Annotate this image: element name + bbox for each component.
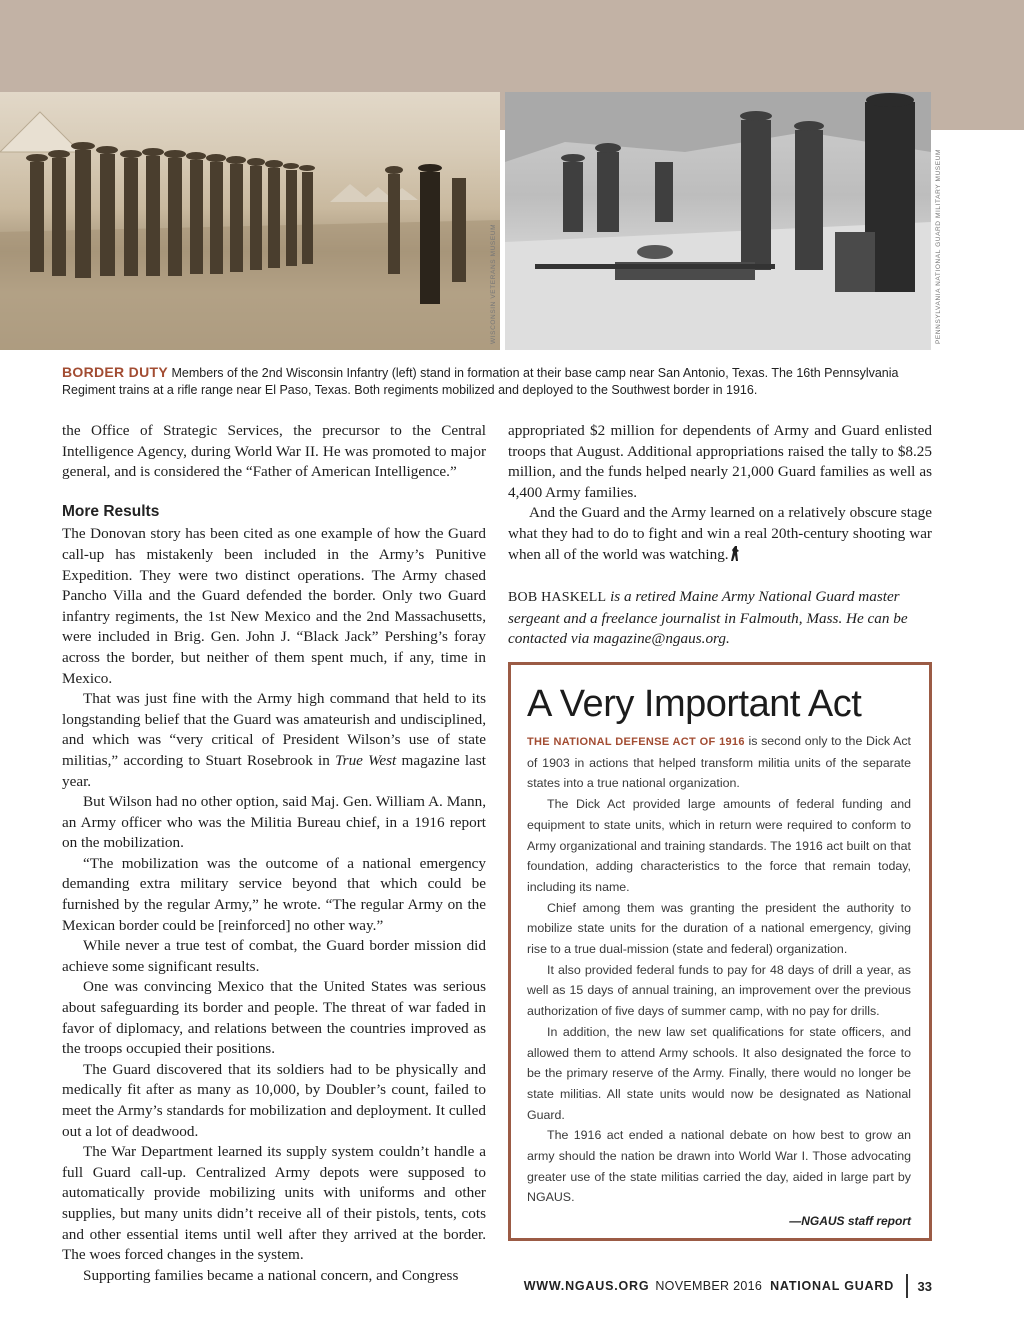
photo-pennsylvania-regiment [505, 92, 942, 350]
article-paragraph: Supporting families became a national concern, and Congress [83, 1266, 459, 1284]
sidebar-paragraph: It also provided federal funds to pay for 48 days of drill a year, as well as 15 days of annual training, an improvement over the previous authorization of five days of summer camp, with no pay for drills. [527, 962, 911, 1019]
sidebar-paragraph: The 1916 act ended a national debate on how best to grow an army should the nation be drawn into World War I. Those advocating greater use of the state militias carried the day, aided in large part by NGAUS. [527, 1128, 911, 1205]
caption-text: Members of the 2nd Wisconsin Infantry (left) stand in formation at their base camp near San Antonio, Texas. The 16th Pennsylvania Regiment trains at a rifle range near El Paso, Texas. Both regiments mobilized and deployed to the Southwest border in 1916. [62, 366, 899, 397]
sidebar-signature: —NGAUS staff report [789, 1214, 911, 1229]
page-number: 33 [917, 1278, 932, 1294]
page-footer [524, 1274, 932, 1298]
sidebar-paragraph: THE NATIONAL DEFENSE ACT OF 1916 is second only to the Dick Act of 1903 in actions that helped transform militia units of the separate states into a true national organization. [527, 734, 911, 791]
photo-credit-left: WISCONSIN VETERANS MUSEUM [490, 223, 497, 344]
article-paragraph: “The mobilization was the outcome of a national emergency demanding extra military service beyond that which could be furnished by the regular Army,” he wrote. “The regular Army on the Mexican border could be [reinforced] no other way.” [62, 854, 486, 934]
author-name: BOB HASKELL [508, 590, 607, 606]
article-paragraph: While never a true test of combat, the Guard border mission did achieve some significant results. [62, 937, 486, 975]
article-paragraph: The War Department learned its supply system couldn’t handle a full Guard call-up. Centralized Army depots were supposed to automatically provide mobilizing units with uniforms and other supplies, but many units didn’t receive all of their pistols, tents, cots and other essential items until well after they arrived at the border. The woes forced changes in the system. [62, 1143, 486, 1264]
sidebar-paragraph: The Dick Act provided large amounts of federal funding and equipment to state units, which in return were required to conform to Army organizational and training standards. The 1916 act built on that foundation, adding characteristics to the force that remain today, including its name. [527, 797, 911, 894]
article-paragraph: appropriated $2 million for dependents of Army and Guard enlisted troops that August. Additional appropriations raised the tally to $8.25 million, and the funds helped nearly 21,000 Guard families as well as 4,400 Army families. [508, 422, 932, 501]
article-paragraph: One was convincing Mexico that the United States was serious about safeguarding its border and people. The threat of war faded in favor of diplomacy, and relations between the countries improved as the troops occupied their positions. [62, 978, 486, 1058]
author-bio-text: is a retired Maine Army National Guard master sergeant and a freelance journalist in Falmouth, Mass. He can be contacted via magazine@ngaus.org. [508, 588, 908, 648]
caption-kicker: BORDER DUTY [62, 364, 168, 380]
article-paragraph: The Donovan story has been cited as one example of how the Guard call-up has mistakenly been included in the Army’s Punitive Expedition. They were two distinct operations. The Army chased Pancho Villa and the Guard defended the border. Only two Guard infantry regiments, the 1st New Mexico and the 2nd Massachusetts, were included in Brig. Gen. John J. “Black Jack” Pershing’s foray across the border, but neither of them spent much, if any, time in Mexico. [62, 525, 486, 687]
sidebar-title: A Very Important Act [527, 683, 862, 725]
article-paragraph: the Office of Strategic Services, the precursor to the Central Intelligence Agency, during World War II. He was promoted to major general, and is considered the “Father of American Intelligence.” [62, 422, 486, 481]
photo-wisconsin-drawing [0, 92, 500, 350]
photo-pennsylvania-drawing [505, 92, 931, 350]
article-paragraph: And the Guard and the Army learned on a relatively obscure stage what they had to do to fight and win a real 20th-century shooting war when all of the world was watching. [508, 504, 932, 563]
photo-caption [62, 364, 942, 399]
sidebar-paragraph: Chief among them was granting the president the authority to mobilize state units for the duration of a national emergency, giving rise to a true dual-mission (state and federal) organization. [527, 900, 911, 957]
sidebar-lead: THE NATIONAL DEFENSE ACT OF 1916 [527, 736, 745, 748]
photo-credit-right: PENNSYLVANIA NATIONAL GUARD MILITARY MUSEUM [935, 149, 942, 344]
section-heading-more-results: More Results [62, 502, 160, 520]
footer-magazine-name: NATIONAL GUARD [770, 1279, 895, 1293]
article-paragraph: That was just fine with the Army high command that held to its longstanding belief that the Guard was amateurish and undisciplined, and which was “very critical of President Wilson’s use of state militias,” according to Stuart Rosebrook in True West magazine last year. [62, 690, 487, 790]
photo-wisconsin-infantry [0, 92, 500, 350]
author-bio [508, 587, 932, 650]
sidebar-box [508, 662, 932, 1241]
magazine-title: True West [335, 751, 397, 769]
footer-date: NOVEMBER 2016 [655, 1279, 763, 1293]
article-paragraph: But Wilson had no other option, said Maj. Gen. William A. Mann, an Army officer who was the Militia Bureau chief, in a 1916 report on the mobilization. [62, 793, 486, 852]
sidebar-body [527, 731, 911, 1232]
sidebar-paragraph: In addition, the new law set qualifications for state officers, and allowed them to attend Army schools. It also designated the force to be the primary reserve of the Army. Finally, there would no longer be state militias. All state units would now be designated as National Guard. [527, 1024, 911, 1122]
article-column-right [508, 421, 932, 650]
article-column-left [62, 421, 486, 1286]
article-paragraph: The Guard discovered that its soldiers had to be physically and medically fit after as many as 10,000, by Doubler’s count, failed to meet the Army’s standards for mobilization and deployment. It culled out a lot of deadwood. [62, 1060, 486, 1140]
footer-website: WWW.NGAUS.ORG [523, 1279, 650, 1293]
minuteman-end-icon [731, 546, 740, 561]
footer-divider [906, 1274, 908, 1298]
